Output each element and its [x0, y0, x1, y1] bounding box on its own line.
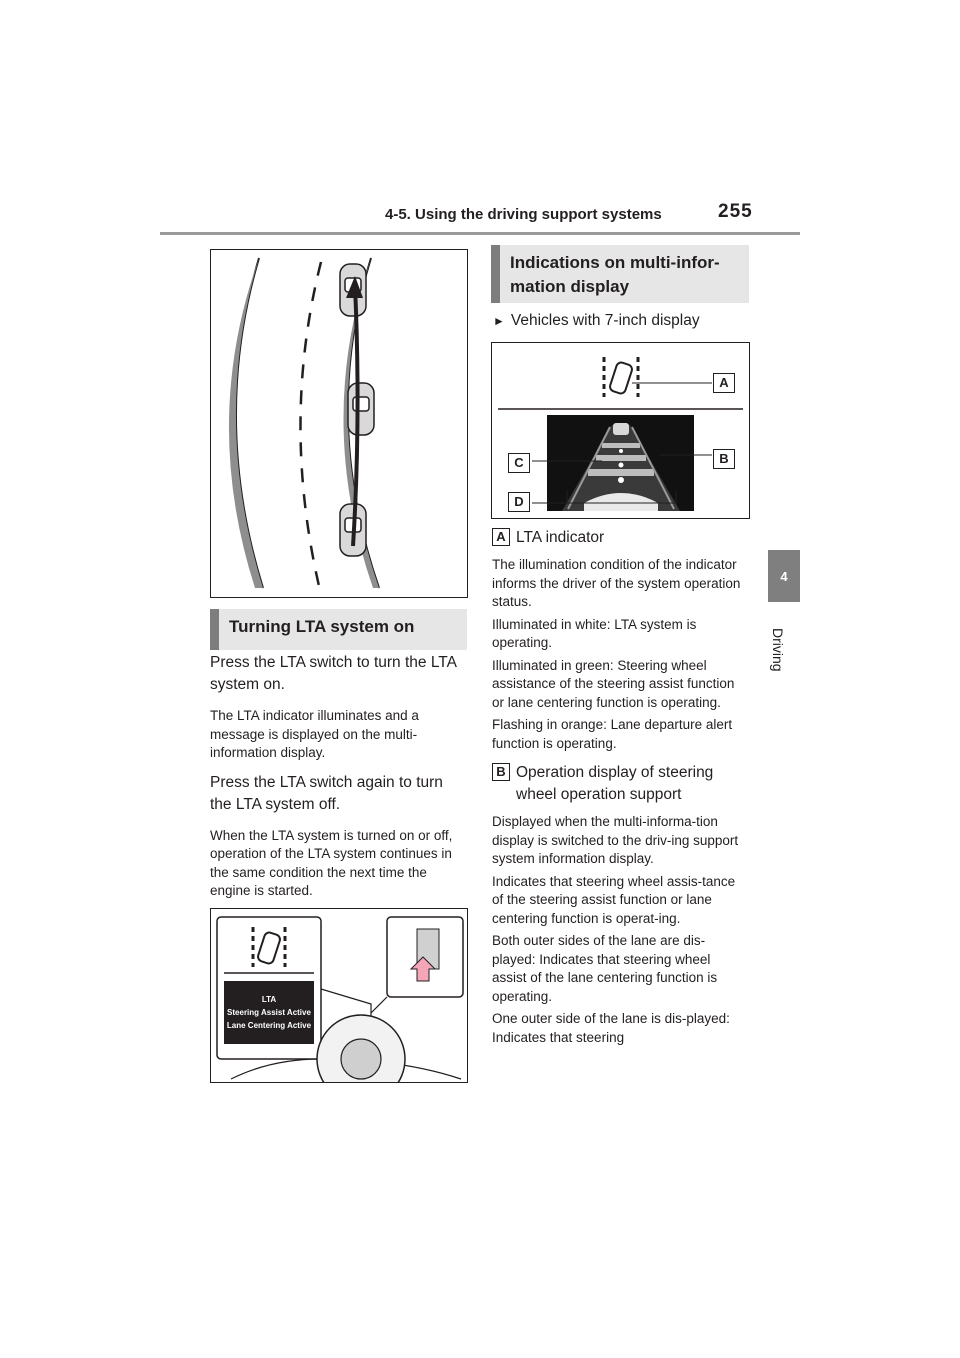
callout-d: D [508, 492, 530, 512]
car-middle [348, 383, 374, 435]
step2-note: When the LTA system is turned on or off, operation of the LTA system continues in the same condition the next time the engine is started. [210, 827, 453, 898]
step2-text: Press the LTA switch again to turn the LTA system off. [210, 773, 443, 813]
section-title-indications: Indications on multi-infor-mation display [491, 245, 749, 303]
step1-note: The LTA indicator illuminates and a message is displayed on the multi-information display. [210, 708, 419, 760]
header-rule [160, 232, 800, 235]
right-text-column [492, 527, 748, 1047]
item-b-heading [492, 762, 748, 806]
header-title: 4-5. Using the driving support systems [385, 206, 662, 223]
section-title-turning-on: Turning LTA system on [210, 609, 467, 650]
triangle-bullet-icon: ► [493, 314, 505, 328]
item-a-heading [492, 527, 748, 549]
item-a-title: LTA indicator [516, 529, 605, 546]
item-b-para-4: One outer side of the lane is dis-played: Indicates that steering [492, 1011, 730, 1045]
item-a-para-3: Illuminated in green: Steering wheel assistance of the steering assist function or lane centering function is operating. [492, 657, 735, 710]
callout-c: C [508, 453, 530, 473]
road-drawing [211, 250, 467, 597]
lta-message-line2: Steering Assist Active [227, 1008, 311, 1017]
item-a-para-4: Flashing in orange: Lane departure alert function is operating. [492, 717, 733, 751]
sub-heading-text: Vehicles with 7-inch display [510, 312, 700, 329]
callout-a: A [713, 373, 735, 393]
road-illustration [210, 249, 468, 598]
step1-text: Press the LTA switch to turn the LTA system on. [210, 654, 457, 693]
item-a-para-2: Illuminated in white: LTA system is operating. [492, 616, 697, 650]
callout-b: B [713, 449, 735, 469]
dashboard-illustration [210, 908, 468, 1083]
chapter-label: Driving [770, 628, 786, 672]
item-b-para-1: Displayed when the multi-informa-tion display is switched to the driv-ing support system information display. [492, 814, 739, 866]
chapter-tab: 4 [768, 550, 800, 602]
item-a-letter: A [492, 528, 510, 546]
item-b-letter: B [492, 763, 510, 781]
multi-info-display-figure [491, 342, 750, 519]
multi-info-display-drawing [492, 343, 749, 518]
lta-message-panel [224, 981, 314, 1044]
lta-message-line1: LTA [261, 995, 277, 1004]
vehicles-7inch-heading [493, 310, 700, 332]
page-number: 255 [718, 201, 753, 222]
lta-message-line3: Lane Centering Active [226, 1021, 312, 1030]
item-a-para-1: The illumination condition of the indicator informs the driver of the system operation status. [492, 557, 741, 609]
item-b-para-2: Indicates that steering wheel assis-tance of the steering assist function or lane centering function is operat-ing. [492, 873, 736, 926]
item-b-para-3: Both outer sides of the lane are dis-played: Indicates that steering wheel assist of the lane centering function is operating. [492, 933, 718, 1004]
left-text-column [210, 652, 468, 901]
item-b-title: Operation display of steering wheel operation support [516, 764, 714, 803]
